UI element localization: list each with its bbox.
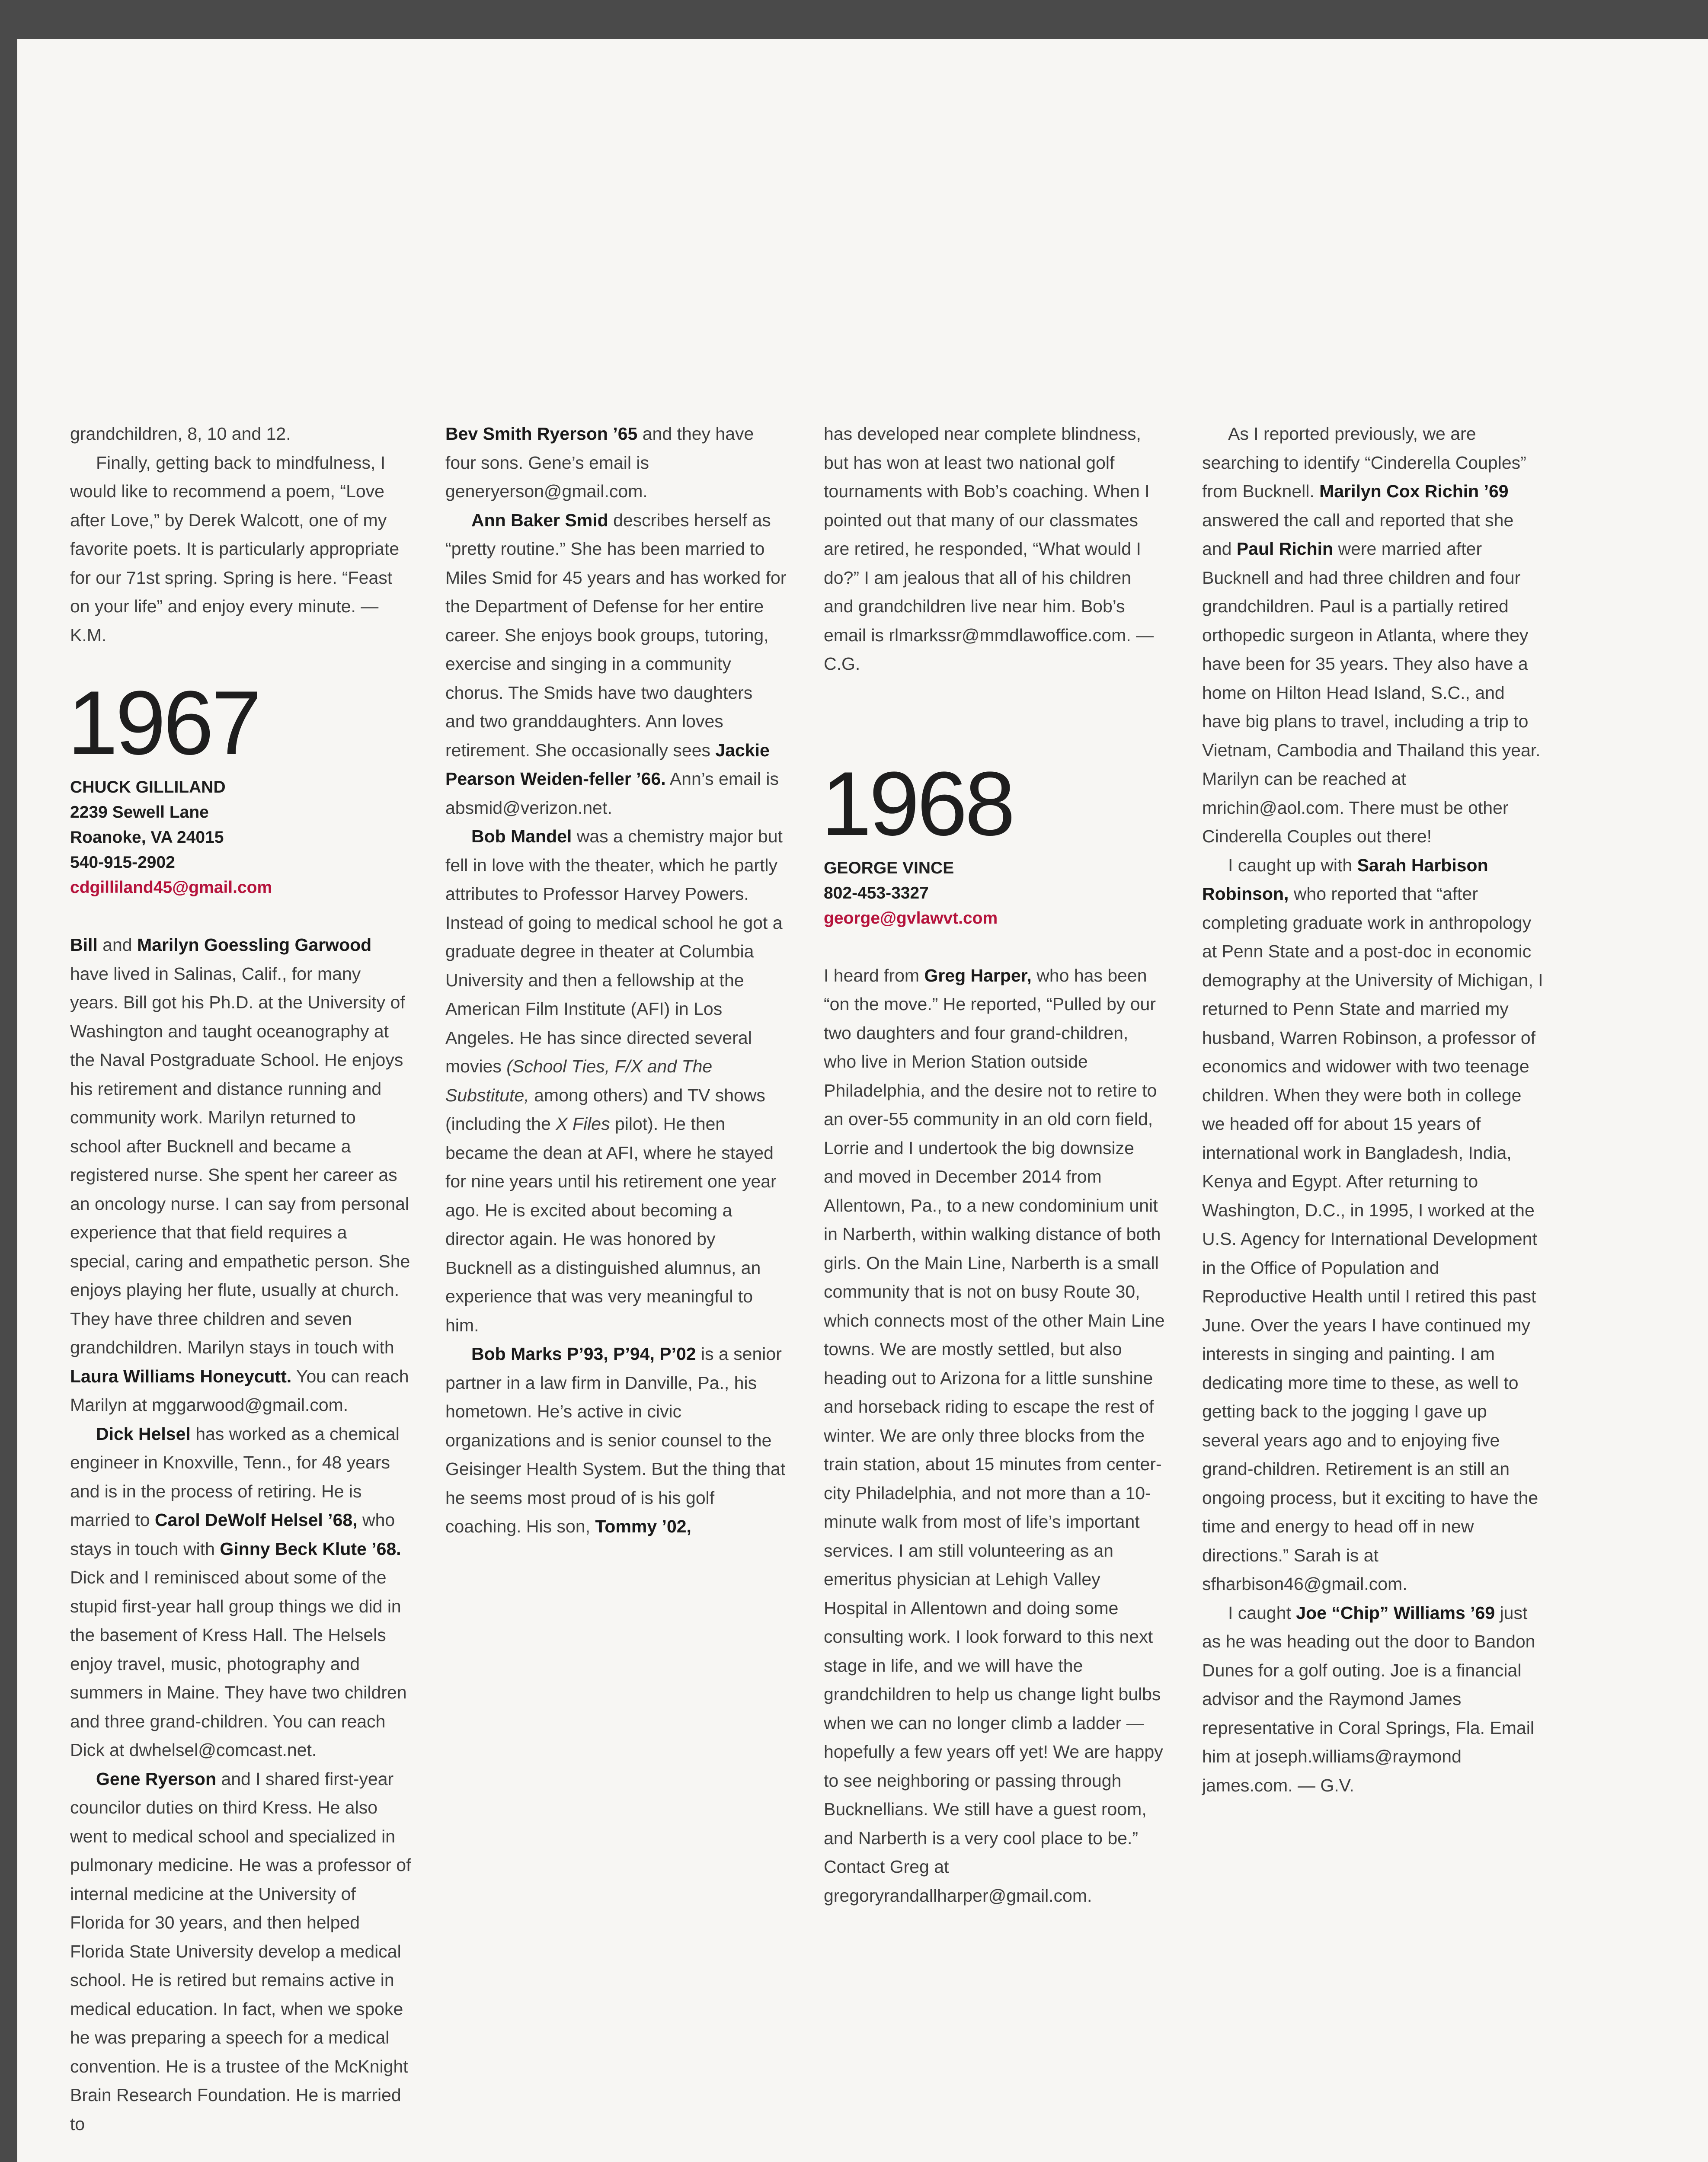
- correspondent-street: 2239 Sewell Lane: [70, 803, 209, 822]
- class-correspondent-contact: [70, 775, 412, 900]
- paragraph: I caught up with Sarah Harbison Robinson, who reported that “after completing graduate work in anthropology at Penn State and a post-doc in economic demography at the University of Michigan, I returned to Penn State and married my husband, Warren Robinson, a professor of economics and widower with two teenage children. When they were both in college we headed off for about 15 years of international work in Bangladesh, India, Kenya and Egypt. After returning to Washington, D.C., in 1995, I worked at the U.S. Agency for International Development in the Office of Population and Reproductive Health until I retired this past June. Over the years I have continued my interests in singing and painting. I am dedicating more time to these, as well to getting back to the jogging I gave up several years ago and to enjoying five grand-children. Retirement is an still an ongoing process, but it exciting to have the time and energy to head off in new directions.” Sarah is at sfharbison46@gmail.com.: [1202, 855, 1543, 1594]
- paragraph: As I reported previously, we are searching to identify “Cinderella Couples” from Bucknell. Marilyn Cox Richin ’69 answered the call and reported that she and Paul Richin were married after Bucknell and had three children and four grandchildren. Paul is a partially retired orthopedic surgeon in Atlanta, where they have been for 35 years. They also have a home on Hilton Head Island, S.C., and have big plans to travel, including a trip to Vietnam, Cambodia and Thailand this year. Marilyn can be reached at mrichin@aol.com. There must be other Cinderella Couples out there!: [1202, 424, 1541, 846]
- class-year-heading: 1968: [821, 752, 1013, 854]
- correspondent-name: CHUCK GILLILAND: [70, 778, 226, 796]
- column-3: [821, 419, 1165, 1910]
- class-correspondent-contact: [824, 856, 1165, 931]
- column-4: [1202, 419, 1544, 1800]
- correspondent-email[interactable]: cdgilliland45@gmail.com: [70, 878, 272, 897]
- paragraph: Bev Smith Ryerson ’65 and they have four sons. Gene’s email is generyerson@gmail.com.: [445, 424, 754, 501]
- paragraph: has developed near complete blindness, but has won at least two national golf tournaments with Bob’s coaching. When I pointed out that many of our classmates are retired, he responded, “What would I do?” I am jealous that all of his children and grandchildren live near him. Bob’s email is rlmarkssr@mmdlawoffice.com. — C.G.: [824, 424, 1154, 674]
- paragraph: I heard from Greg Harper, who has been “on the move.” He reported, “Pulled by our two daughters and four grand-children, who live in Merion Station outside Philadelphia, and the desire not to retire to an over-55 community in an old corn field, Lorrie and I undertook the big downsize and moved in December 2014 from Allentown, Pa., to a new condominium unit in Narberth, within walking distance of both girls. On the Main Line, Narberth is a small community that is not on busy Route 30, which connects most of the other Main Line towns. We are mostly settled, but also heading out to Arizona for a little sunshine and horseback riding to escape the rest of winter. We are only three blocks from the train station, about 15 minutes from center-city Philadelphia, and not more than a 10-minute walk from most of life’s important services. I am still volunteering as an emeritus physician at Lehigh Valley Hospital in Allentown and doing some consulting work. I look forward to this next stage in life, and we will have the grandchildren to help us change light bulbs when we can no longer climb a ladder — hopefully a few years off yet! We are happy to see neighboring or passing through Bucknellians. We still have a guest room, and Narberth is a very cool place to be.” Contact Greg at gregoryrandallharper@gmail.com.: [824, 965, 1165, 1906]
- correspondent-phone: 802-453-3327: [824, 883, 929, 902]
- paragraph: Bob Marks P’93, P’94, P’02 is a senior partner in a law firm in Danville, Pa., his hometown. He’s active in civic organizations and is senior counsel to the Geisinger Health System. But the thing that he seems most proud of is his golf coaching. His son, Tommy ’02,: [445, 1344, 786, 1536]
- paragraph: I caught Joe “Chip” Williams ’69 just as he was heading out the door to Bandon Dunes for a golf outing. Joe is a financial advisor and the Raymond James representative in Coral Springs, Fla. Email him at joseph.williams@raymond james.com. — G.V.: [1202, 1602, 1535, 1795]
- correspondent-phone: 540-915-2902: [70, 853, 175, 872]
- paragraph: Finally, getting back to mindfulness, I would like to recommend a poem, “Love after Love,” by Derek Walcott, one of my favorite poets. It is particularly appropriate for our 71st spring. Spring is here. “Feast on your life” and enjoy every minute. — K.M.: [70, 452, 400, 645]
- paragraph: Bob Mandel was a chemistry major but fell in love with the theater, which he partly attributes to Professor Harvey Powers. Instead of going to medical school he got a graduate degree in theater at Columbia University and then a fellowship at the American Film Institute (AFI) in Los Angeles. He has since directed several movies (School Ties, F/X and The Substitute, among others) and TV shows (including the X Files pilot). He then became the dean at AFI, where he stayed for nine years until his retirement one year ago. He is excited about becoming a director again. He was honored by Bucknell as a distinguished alumnus, an experience that was very meaningful to him.: [445, 826, 783, 1335]
- paragraph: Dick Helsel has worked as a chemical engineer in Knoxville, Tenn., for 48 years and is in the process of retiring. He is married to Carol DeWolf Helsel ’68, who stays in touch with Ginny Beck Klute ’68. Dick and I reminisced about some of the stupid first-year hall group things we did in the basement of Kress Hall. The Helsels enjoy travel, music, photography and summers in Maine. They have two children and three grand-children. You can reach Dick at dwhelsel@comcast.net.: [70, 1423, 407, 1760]
- magazine-page: [17, 39, 1708, 2162]
- correspondent-name: GEORGE VINCE: [824, 858, 954, 877]
- class-year-heading: 1967: [67, 672, 259, 774]
- column-2: [445, 419, 787, 1541]
- paragraph: Gene Ryerson and I shared first-year councilor duties on third Kress. He also went to medical school and specialized in pulmonary medicine. He was a professor of internal medicine at the University of Florida for 30 years, and then helped Florida State University develop a medical school. He is retired but remains active in medical education. In fact, when we spoke he was preparing a speech for a medical convention. He is a trustee of the McKnight Brain Research Foundation. He is married to: [70, 1769, 411, 2134]
- correspondent-city: Roanoke, VA 24015: [70, 828, 224, 847]
- paragraph: grandchildren, 8, 10 and 12.: [70, 424, 291, 444]
- paragraph: Ann Baker Smid describes herself as “pretty routine.” She has been married to Miles Smid for 45 years and has worked for the Department of Defense for her entire career. She enjoys book groups, tutoring, exercise and singing in a community chorus. The Smids have two daughters and two granddaughters. Ann loves retirement. She occasionally sees Jackie Pearson Weiden-feller ’66. Ann’s email is absmid@verizon.net.: [445, 510, 787, 818]
- paragraph: Bill and Marilyn Goessling Garwood have lived in Salinas, Calif., for many years. Bill got his Ph.D. at the University of Washington and taught oceanography at the Naval Postgraduate School. He enjoys his retirement and distance running and community work. Marilyn returned to school after Bucknell and became a registered nurse. She spent her career as an oncology nurse. I can say from personal experience that that field requires a special, caring and empathetic person. She enjoys playing her flute, usually at church. They have three children and seven grandchildren. Marilyn stays in touch with Laura Williams Honeycutt. You can reach Marilyn at mggarwood@gmail.com.: [70, 935, 410, 1415]
- correspondent-email[interactable]: george@gvlawvt.com: [824, 908, 998, 927]
- column-1: [67, 419, 412, 2138]
